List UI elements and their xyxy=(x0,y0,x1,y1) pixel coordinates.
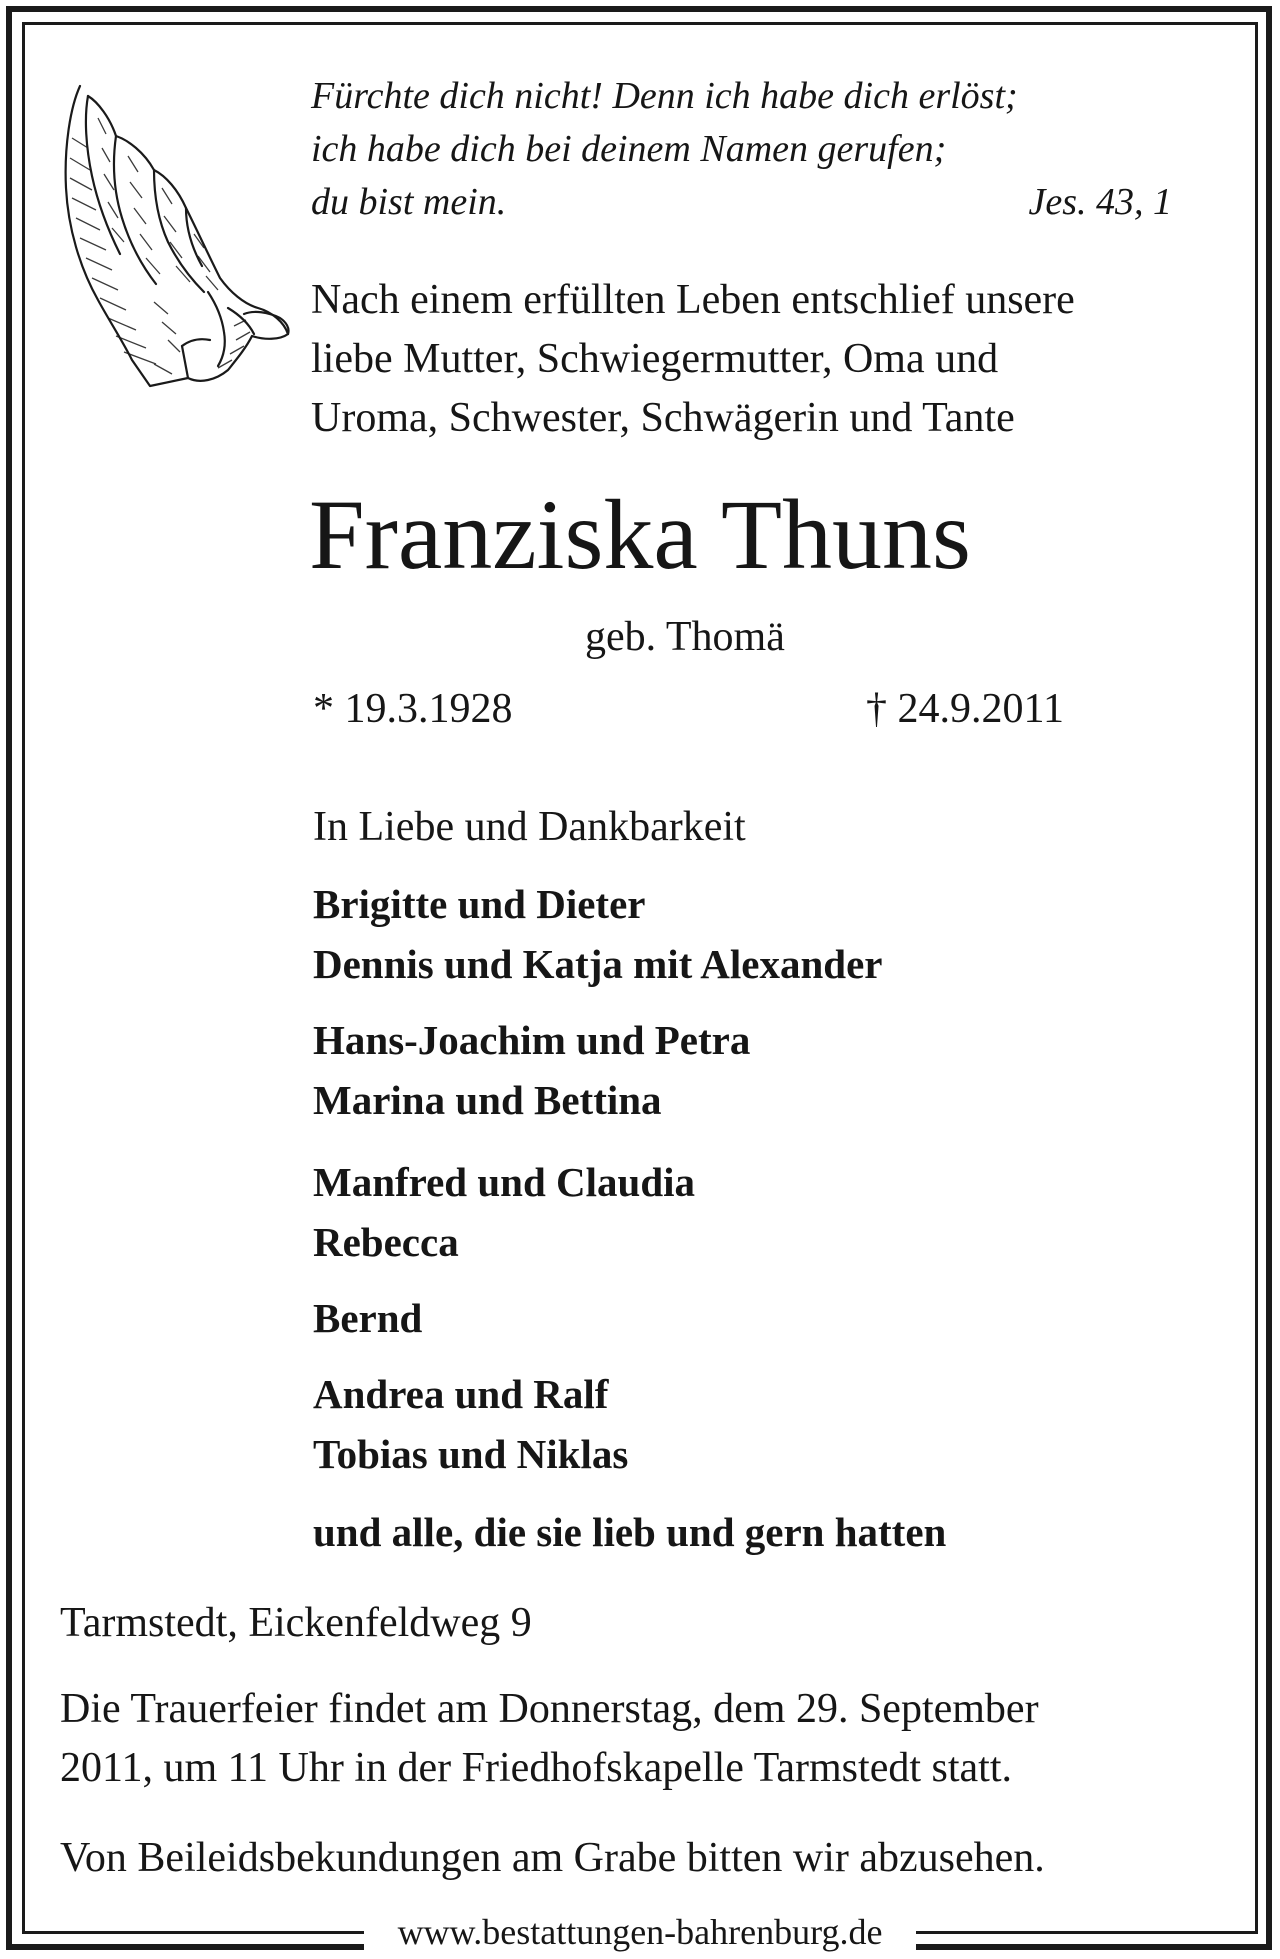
family-line: Marina und Bettina xyxy=(313,1077,662,1123)
family-line: Andrea und Ralf xyxy=(313,1371,609,1417)
footer xyxy=(0,1910,1280,1954)
service-line-2: 2011, um 11 Uhr in der Friedhofskapelle Tarmstedt statt. xyxy=(60,1745,1012,1791)
family-line: Hans-Joachim und Petra xyxy=(313,1017,751,1063)
address: Tarmstedt, Eickenfeldweg 9 xyxy=(60,1600,532,1646)
intro-line-1: Nach einem erfüllten Leben entschlief unsere xyxy=(311,277,1075,323)
family-line: Brigitte und Dieter xyxy=(313,881,646,927)
mourners-intro: In Liebe und Dankbarkeit xyxy=(313,804,746,850)
death-date: † 24.9.2011 xyxy=(866,686,1064,732)
deceased-name: Franziska Thuns xyxy=(309,479,971,590)
praying-hands-icon xyxy=(58,78,293,393)
family-line: Dennis und Katja mit Alexander xyxy=(313,941,883,987)
condolence-note: Von Beileidsbekundungen am Grabe bitten wir abzusehen. xyxy=(60,1835,1045,1881)
family-line: Bernd xyxy=(313,1295,423,1341)
verse-line-1: Fürchte dich nicht! Denn ich habe dich erlöst; xyxy=(311,75,1018,117)
maiden-name: geb. Thomä xyxy=(585,614,785,660)
verse-line-2: ich habe dich bei deinem Namen gerufen; xyxy=(311,128,947,170)
intro-line-2: liebe Mutter, Schwiegermutter, Oma und xyxy=(311,336,999,382)
intro-line-3: Uroma, Schwester, Schwägerin und Tante xyxy=(311,395,1015,441)
family-line: Tobias und Niklas xyxy=(313,1431,629,1477)
birth-date: * 19.3.1928 xyxy=(313,686,513,732)
family-line: Manfred und Claudia xyxy=(313,1159,696,1205)
mourners-closing: und alle, die sie lieb und gern hatten xyxy=(313,1509,947,1555)
website-link[interactable]: www.bestattungen-bahrenburg.de xyxy=(364,1912,917,1952)
family-line: Rebecca xyxy=(313,1219,459,1265)
verse-reference: Jes. 43, 1 xyxy=(1028,181,1172,223)
verse-line-3: du bist mein. xyxy=(311,181,507,223)
service-line-1: Die Trauerfeier findet am Donnerstag, dem 29. September xyxy=(60,1686,1039,1732)
